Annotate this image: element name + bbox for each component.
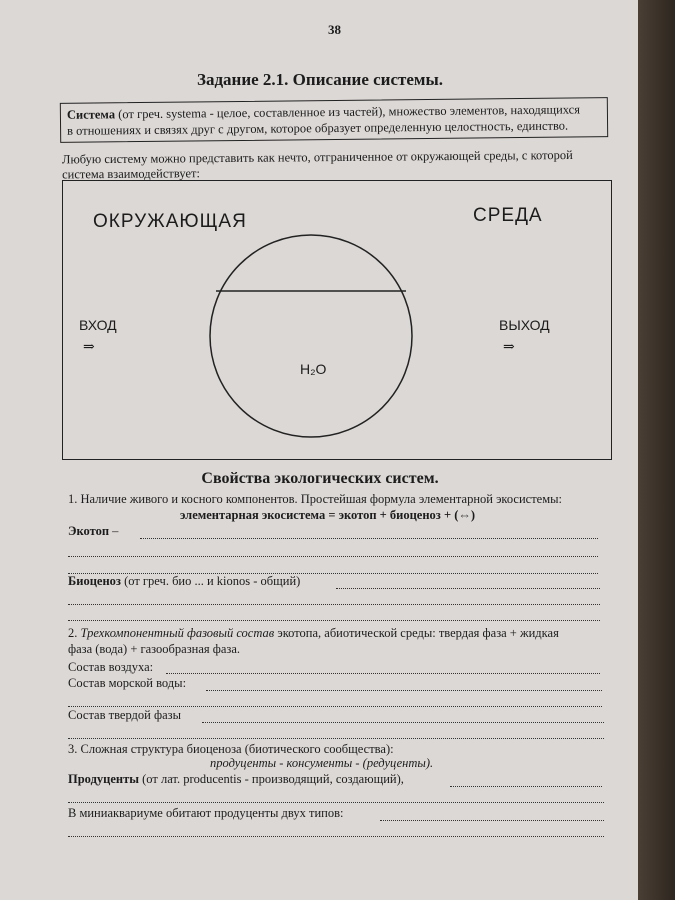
ecotop-term: Экотоп xyxy=(68,524,110,538)
answer-line[interactable] xyxy=(202,722,604,723)
section3-heading: 3. Сложная структура биоценоза (биотического сообщества): xyxy=(68,742,394,756)
answer-line[interactable] xyxy=(380,820,604,821)
biocenosis-label xyxy=(68,574,300,589)
environment-label-left: ОКРУЖАЮЩАЯ xyxy=(93,211,247,232)
ecosystem-formula: элементарная экосистема = экотоп + биоценоз + (⇔) xyxy=(180,508,476,522)
section2-rest: экотопа, абиотической среды: твердая фаза + жидкая xyxy=(274,626,559,640)
sea-water-label: Состав морской воды: xyxy=(68,676,187,690)
output-label: ВЫХОД xyxy=(499,317,550,333)
input-label: ВХОД xyxy=(79,317,117,333)
system-circle xyxy=(206,231,416,441)
producers-def: (от лат. producentis - производящий, создающий), xyxy=(139,772,404,786)
biocenosis-def: (от греч. био ... и kionos - общий) xyxy=(120,574,301,588)
water-label: H₂O xyxy=(300,361,327,377)
page-number: 38 xyxy=(328,22,341,37)
section2-italic: Трехкомпонентный фазовый состав xyxy=(80,626,275,640)
section2-line-1 xyxy=(68,626,559,641)
answer-line[interactable] xyxy=(68,738,604,739)
section2-number: 2. xyxy=(68,626,81,640)
answer-line[interactable] xyxy=(68,556,598,557)
answer-line[interactable] xyxy=(166,673,600,674)
trophic-chain: продуценты - консументы - (редуценты). xyxy=(210,756,434,770)
aquarium-producers-label: В миниаквариуме обитают продуценты двух типов: xyxy=(68,806,344,820)
ecotop-dash: – xyxy=(109,524,119,538)
producers-label xyxy=(68,772,404,787)
book-edge xyxy=(638,0,675,900)
answer-line[interactable] xyxy=(68,802,604,803)
definition-term: Система xyxy=(66,107,116,122)
air-composition-label: Состав воздуха: xyxy=(68,660,154,674)
producers-term: Продуценты xyxy=(68,772,139,786)
input-arrow-icon: ⇒ xyxy=(83,340,95,355)
definition-text-1: (от греч. systema - целое, составленное из частей), множество элементов, находящихся xyxy=(115,102,581,122)
environment-label-right: СРЕДА xyxy=(473,205,543,226)
intro-line-2: система взаимодействует: xyxy=(62,166,200,182)
intro-text xyxy=(62,148,614,183)
answer-line[interactable] xyxy=(336,588,600,589)
definition-box xyxy=(60,97,608,143)
solid-phase-label: Состав твердой фазы xyxy=(68,708,181,722)
definition-text-2: в отношениях и связях друг с другом, которое образует определенную целостность, единство. xyxy=(67,118,569,138)
intro-line-1: Любую систему можно представить как нечто, отграниченное от окружающей среды, с которой xyxy=(61,147,573,167)
answer-line[interactable] xyxy=(68,620,600,621)
system-diagram xyxy=(62,180,612,460)
section1-heading: 1. Наличие живого и косного компонентов. Простейшая формула элементарной экосистемы: xyxy=(68,492,563,506)
answer-line[interactable] xyxy=(140,538,598,539)
task-title: Задание 2.1. Описание системы. xyxy=(196,70,444,89)
properties-heading: Свойства экологических систем. xyxy=(201,470,439,487)
answer-line[interactable] xyxy=(206,690,602,691)
section2-line-2: фаза (вода) + газообразная фаза. xyxy=(68,642,241,656)
answer-line[interactable] xyxy=(68,836,604,837)
output-arrow-icon: ⇒ xyxy=(503,340,515,355)
answer-line[interactable] xyxy=(68,706,602,707)
biocenosis-term: Биоценоз xyxy=(68,574,121,588)
answer-line[interactable] xyxy=(450,786,602,787)
answer-line[interactable] xyxy=(68,604,600,605)
ecotop-label xyxy=(68,524,118,539)
